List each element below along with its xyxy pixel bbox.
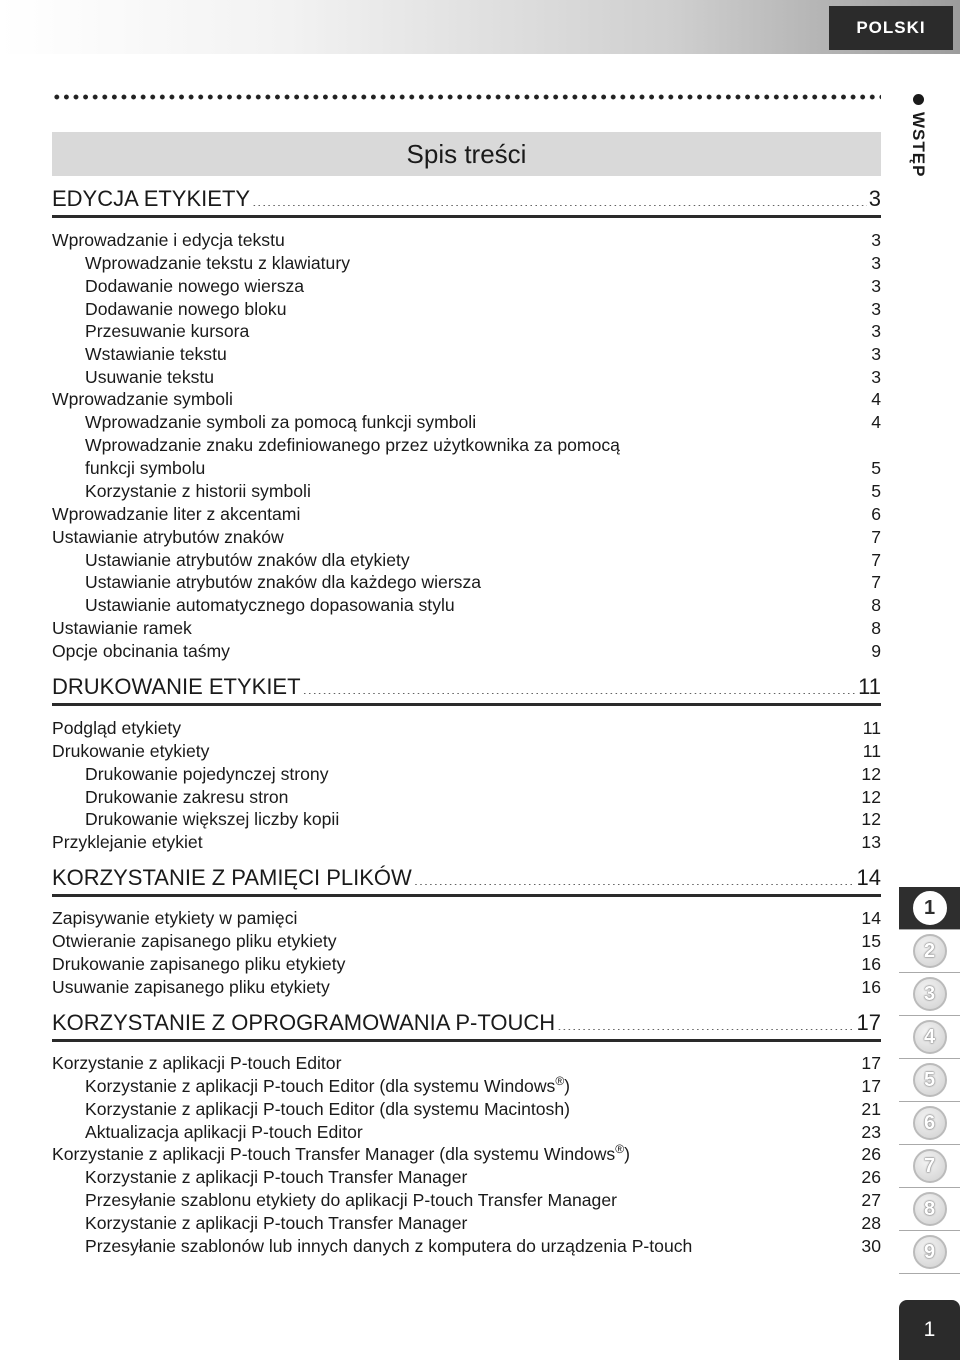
toc-entry-text: Ustawianie atrybutów znaków dla każdego wiersza — [85, 572, 482, 592]
toc-entry[interactable] — [52, 503, 881, 525]
toc-page-number: 12 — [861, 787, 881, 807]
registered-mark: ® — [555, 1074, 565, 1089]
dot-leader — [229, 346, 869, 360]
toc-entry[interactable] — [52, 953, 881, 975]
toc-entry[interactable] — [52, 388, 881, 410]
toc-page-number: 13 — [861, 832, 881, 852]
dot-leader — [339, 933, 860, 947]
chapter-number: 8 — [913, 1192, 947, 1226]
toc-entry-text: funkcji symbolu — [85, 458, 206, 478]
dot-leader — [235, 391, 869, 405]
toc-entry[interactable] — [85, 1166, 881, 1188]
toc-entry-text: Wprowadzanie i edycja tekstu — [52, 230, 285, 250]
toc-page-number: 30 — [861, 1236, 881, 1256]
toc-entry-title — [52, 526, 284, 548]
toc-entry[interactable] — [85, 298, 881, 320]
toc-entry-text: EDYCJA ETYKIETY — [52, 186, 251, 211]
toc-entry[interactable] — [85, 457, 881, 479]
toc-entry-title — [52, 907, 297, 929]
toc-entry[interactable] — [85, 480, 881, 502]
toc-entry-title — [52, 186, 250, 212]
toc-entry-title — [52, 503, 300, 525]
toc-entry-title — [85, 786, 288, 808]
toc-page-number: 27 — [861, 1190, 881, 1210]
toc-entry-text: Wprowadzanie liter z akcentami — [52, 504, 301, 524]
chapter-number: 5 — [913, 1063, 947, 1097]
toc-entry-text: KORZYSTANIE Z OPROGRAMOWANIA P-TOUCH — [52, 1010, 556, 1035]
chapter-tab-9[interactable] — [899, 1231, 960, 1274]
toc-entry[interactable] — [85, 571, 881, 593]
toc-entry-text: Korzystanie z historii symboli — [85, 481, 311, 501]
toc-entry-title — [85, 411, 476, 433]
page-title — [52, 132, 881, 176]
toc-page-number: 11 — [858, 674, 881, 699]
toc-page-number: 17 — [861, 1076, 881, 1096]
toc-entry[interactable] — [85, 1098, 881, 1120]
toc-entry-title — [85, 1212, 467, 1234]
dot-leader — [483, 574, 869, 588]
toc-page-number: 7 — [871, 572, 881, 592]
toc-page-number: 12 — [861, 764, 881, 784]
toc-entry-title — [85, 1189, 617, 1211]
toc-entry-text: Usuwanie tekstu — [85, 367, 215, 387]
toc-entry[interactable] — [85, 343, 881, 365]
toc-entry-text: Usuwanie zapisanego pliku etykiety — [52, 977, 330, 997]
toc-entry-text: Wstawianie tekstu — [85, 344, 227, 364]
toc-entry[interactable] — [85, 320, 881, 342]
toc-entry[interactable] — [85, 1075, 881, 1097]
dot-leader — [469, 1169, 859, 1183]
toc-entry-title — [85, 763, 329, 785]
toc-entry-text: Dodawanie nowego bloku — [85, 299, 287, 319]
page-title-text: Spis treści — [406, 138, 527, 169]
toc-section[interactable] — [52, 186, 881, 212]
toc-entry-title — [85, 808, 339, 830]
toc-entry-text: Przesyłanie szablonu etykiety do aplikacji P-touch Transfer Manager — [85, 1190, 617, 1210]
dot-leader — [632, 1146, 859, 1160]
toc-entry-title — [85, 366, 214, 388]
dot-leader — [572, 1078, 859, 1092]
language-tab: POLSKI — [829, 6, 953, 50]
dot-leader — [232, 643, 869, 657]
toc-entry-title — [85, 1121, 363, 1143]
toc-entry-text: Przesyłanie szablonów lub innych danych z komputera do urządzenia P-touch — [85, 1236, 693, 1256]
toc-entry-title — [85, 1166, 467, 1188]
dot-leader — [414, 869, 855, 885]
dot-leader — [457, 597, 870, 611]
toc-entry[interactable] — [52, 229, 881, 251]
dot-leader — [302, 506, 869, 520]
toc-page-number: 3 — [871, 253, 881, 273]
toc-section[interactable] — [52, 674, 881, 700]
toc-entry[interactable] — [85, 549, 881, 571]
chapter-tab-1[interactable] — [899, 887, 960, 930]
toc-entry-title — [52, 229, 285, 251]
side-label-text: WSTĘP — [909, 112, 928, 178]
chapter-tab-6[interactable] — [899, 1102, 960, 1145]
toc-page-number: 12 — [861, 809, 881, 829]
dot-leader — [251, 323, 869, 337]
section-side-label — [903, 94, 933, 194]
header-band — [0, 0, 960, 54]
toc-page-number: 8 — [871, 595, 881, 615]
toc-entry-title — [85, 549, 410, 571]
dot-leader — [341, 811, 859, 825]
toc-page-number: 3 — [871, 276, 881, 296]
toc-entry-text: Korzystanie z aplikacji P-touch Editor — [52, 1053, 342, 1073]
section-divider — [52, 1039, 881, 1042]
dot-leader — [343, 1055, 859, 1069]
toc-entry-text: Korzystanie z aplikacji P-touch Transfer Manager (dla systemu Windows — [52, 1144, 616, 1164]
toc-page-number: 17 — [856, 1010, 881, 1035]
dot-leader — [286, 529, 869, 543]
toc-page-number: 7 — [871, 550, 881, 570]
page-number: 1 — [899, 1300, 960, 1360]
toc-page-number: 9 — [871, 641, 881, 661]
dot-leader — [572, 1101, 859, 1115]
toc-page-number: 3 — [871, 230, 881, 250]
toc-entry-title — [52, 976, 330, 998]
toc-entry-text: Ustawianie ramek — [52, 618, 192, 638]
dot-leader — [299, 910, 859, 924]
toc-entry-text: Aktualizacja aplikacji P-touch Editor — [85, 1122, 363, 1142]
toc-entry-title — [52, 740, 209, 762]
toc-entry-title — [52, 1010, 555, 1036]
toc-entry[interactable] — [85, 594, 881, 616]
toc-entry-title — [85, 343, 227, 365]
dot-leader — [303, 678, 857, 694]
chapter-tab-2[interactable] — [899, 930, 960, 973]
toc-entry-title — [85, 1075, 570, 1097]
toc-entry-title — [52, 930, 337, 952]
toc-page-number: 4 — [871, 412, 881, 432]
toc-page-number: 14 — [856, 865, 881, 890]
chapter-tabs — [899, 887, 960, 1274]
toc-entry-title — [52, 953, 345, 975]
dot-leader — [347, 956, 859, 970]
toc-entry-text: Przyklejanie etykiet — [52, 832, 203, 852]
toc-entry[interactable] — [85, 434, 881, 456]
toc-entry-title — [52, 1143, 630, 1165]
toc-entry-title — [85, 594, 455, 616]
toc-entry[interactable] — [52, 1143, 881, 1165]
toc-entry-text: Korzystanie z aplikacji P-touch Transfer Manager — [85, 1213, 468, 1233]
toc-page-number: 11 — [862, 718, 881, 738]
toc-entry[interactable] — [52, 617, 881, 639]
toc-entry-text: DRUKOWANIE ETYKIET — [52, 674, 301, 699]
toc-page-number: 21 — [861, 1099, 881, 1119]
toc-entry-text: Ustawianie atrybutów znaków — [52, 527, 284, 547]
dot-leader — [694, 1238, 859, 1252]
toc-entry-tail: ) — [624, 1144, 630, 1164]
toc-entry-title — [85, 571, 481, 593]
chapter-tab-8[interactable] — [899, 1188, 960, 1231]
bullet-icon — [913, 94, 924, 105]
section-divider — [52, 894, 881, 897]
toc-entry-text: Korzystanie z aplikacji P-touch Editor (dla systemu Macintosh) — [85, 1099, 570, 1119]
dot-leader — [252, 190, 867, 206]
dot-leader — [287, 232, 869, 246]
toc-page-number: 26 — [861, 1144, 881, 1164]
toc-entry-text: Podgląd etykiety — [52, 718, 182, 738]
chapter-number: 3 — [913, 977, 947, 1011]
dot-leader — [619, 1192, 859, 1206]
chapter-number: 7 — [913, 1149, 947, 1183]
chapter-number: 4 — [913, 1020, 947, 1054]
dot-leader — [365, 1124, 860, 1138]
dot-leader — [205, 834, 860, 848]
toc-page-number: 26 — [861, 1167, 881, 1187]
toc-entry[interactable] — [52, 930, 881, 952]
dot-leader — [194, 620, 869, 634]
dot-leader — [469, 1215, 859, 1229]
chapter-number: 6 — [913, 1106, 947, 1140]
toc-entry-title — [52, 640, 230, 662]
toc-page-number: 5 — [871, 481, 881, 501]
dot-leader — [331, 766, 860, 780]
toc-entry-title — [52, 674, 301, 700]
toc-entry-text: Drukowanie zakresu stron — [85, 787, 289, 807]
toc-entry[interactable] — [52, 717, 881, 739]
dotted-divider — [52, 93, 881, 101]
toc-entry-text: Wprowadzanie znaku zdefiniowanego przez użytkownika za pomocą — [85, 435, 620, 455]
toc-entry[interactable] — [85, 1212, 881, 1234]
toc-entry-text: Wprowadzanie symboli za pomocą funkcji symboli — [85, 412, 477, 432]
toc-page-number: 17 — [861, 1053, 881, 1073]
toc-entry-title — [85, 275, 304, 297]
toc-entry-title — [52, 865, 412, 891]
toc-entry[interactable] — [85, 366, 881, 388]
toc-entry[interactable] — [85, 1121, 881, 1143]
toc-section[interactable] — [52, 865, 881, 891]
registered-mark: ® — [615, 1142, 625, 1157]
toc-page-number: 14 — [861, 908, 881, 928]
chapter-tab-3[interactable] — [899, 973, 960, 1016]
toc-entry-title — [85, 434, 620, 456]
toc-entry-text: Korzystanie z aplikacji P-touch Transfer Manager — [85, 1167, 468, 1187]
toc-entry-text: Ustawianie automatycznego dopasowania stylu — [85, 595, 455, 615]
toc-entry-text: KORZYSTANIE Z PAMIĘCI PLIKÓW — [52, 865, 412, 890]
chapter-number: 2 — [913, 934, 947, 968]
toc-entry-title — [52, 831, 203, 853]
toc-entry-title — [52, 617, 192, 639]
toc-page-number: 3 — [868, 186, 881, 211]
dot-leader — [478, 414, 869, 428]
toc-entry[interactable] — [85, 1235, 881, 1257]
toc-page-number: 11 — [862, 741, 881, 761]
dot-leader — [207, 460, 869, 474]
dot-leader — [211, 743, 860, 757]
dot-leader — [290, 789, 859, 803]
toc-entry[interactable] — [52, 526, 881, 548]
toc-entry[interactable] — [85, 763, 881, 785]
toc-page-number: 16 — [861, 954, 881, 974]
toc-entry[interactable] — [85, 808, 881, 830]
toc-entry[interactable] — [85, 1189, 881, 1211]
toc-entry[interactable] — [85, 411, 881, 433]
dot-leader — [352, 255, 869, 269]
toc-entry-text: Korzystanie z aplikacji P-touch Editor (dla systemu Windows — [85, 1076, 556, 1096]
toc-page-number: 28 — [861, 1213, 881, 1233]
toc-page-number: 6 — [871, 504, 881, 524]
dot-leader — [289, 301, 870, 315]
dot-leader — [313, 483, 869, 497]
toc-page-number: 3 — [871, 321, 881, 341]
toc-entry[interactable] — [52, 831, 881, 853]
chapter-number: 1 — [913, 891, 947, 925]
toc-entry-text: Wprowadzanie tekstu z klawiatury — [85, 253, 350, 273]
chapter-tab-5[interactable] — [899, 1059, 960, 1102]
toc-entry-tail: ) — [564, 1076, 571, 1096]
toc-page-number: 16 — [861, 977, 881, 997]
toc-page-number: 7 — [871, 527, 881, 547]
toc-page-number: 15 — [861, 931, 881, 951]
toc-entry-title — [52, 388, 233, 410]
chapter-tab-7[interactable] — [899, 1145, 960, 1188]
toc-entry[interactable] — [85, 786, 881, 808]
toc-entry-text: Ustawianie atrybutów znaków dla etykiety — [85, 550, 410, 570]
toc-entry-text: Otwieranie zapisanego pliku etykiety — [52, 931, 337, 951]
toc-entry[interactable] — [52, 740, 881, 762]
toc-page-number: 4 — [871, 389, 881, 409]
toc-entry-title — [85, 480, 311, 502]
toc-entry[interactable] — [52, 976, 881, 998]
dot-leader — [557, 1014, 854, 1030]
toc-entry-text: Zapisywanie etykiety w pamięci — [52, 908, 298, 928]
section-divider — [52, 703, 881, 706]
section-divider — [52, 215, 881, 218]
dot-leader — [183, 720, 861, 734]
toc-entry-title — [85, 1098, 570, 1120]
toc-entry-text: Dodawanie nowego wiersza — [85, 276, 305, 296]
toc-entry[interactable] — [52, 907, 881, 929]
toc-entry-title — [52, 1052, 341, 1074]
toc-page-number: 3 — [871, 344, 881, 364]
chapter-tab-4[interactable] — [899, 1016, 960, 1059]
toc-entry-title — [85, 298, 287, 320]
toc-entry-text: Wprowadzanie symboli — [52, 389, 233, 409]
toc-page-number: 3 — [871, 299, 881, 319]
toc-entry-title — [85, 1235, 692, 1257]
toc-entry[interactable] — [52, 1052, 881, 1074]
toc-entry-title — [85, 252, 350, 274]
toc-entry-title — [85, 320, 249, 342]
toc-entry-text: Opcje obcinania taśmy — [52, 641, 230, 661]
dot-leader — [412, 552, 870, 566]
toc-entry-text: Drukowanie pojedynczej strony — [85, 764, 329, 784]
toc-entry-text: Przesuwanie kursora — [85, 321, 250, 341]
toc-page-number: 8 — [871, 618, 881, 638]
dot-leader — [332, 979, 860, 993]
chapter-number: 9 — [913, 1235, 947, 1269]
toc-entry-text: Drukowanie etykiety — [52, 741, 210, 761]
dot-leader — [306, 278, 869, 292]
toc-entry[interactable] — [85, 275, 881, 297]
toc-entry-title — [52, 717, 181, 739]
toc-page-number: 23 — [861, 1122, 881, 1142]
toc-entry[interactable] — [52, 640, 881, 662]
dot-leader — [216, 369, 869, 383]
toc-entry-title — [85, 457, 205, 479]
toc-page-number: 3 — [871, 367, 881, 387]
toc-page-number: 5 — [871, 458, 881, 478]
toc-entry-text: Drukowanie zapisanego pliku etykiety — [52, 954, 346, 974]
toc-section[interactable] — [52, 1010, 881, 1036]
toc-entry[interactable] — [85, 252, 881, 274]
toc-entry-text: Drukowanie większej liczby kopii — [85, 809, 340, 829]
